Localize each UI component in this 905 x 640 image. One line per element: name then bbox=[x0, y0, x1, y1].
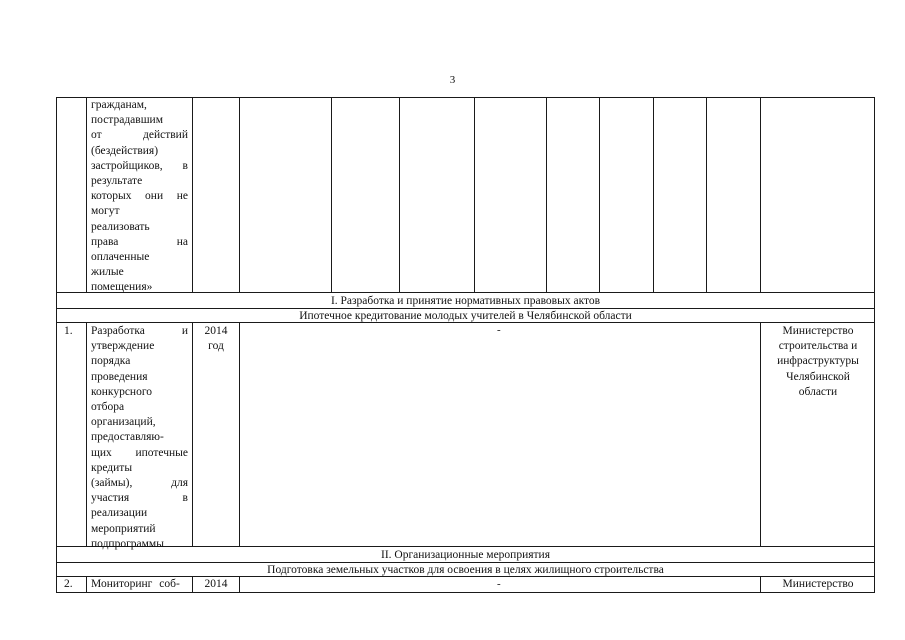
section-2-title: II. Организационные мероприятия bbox=[380, 549, 550, 561]
column-divider bbox=[760, 322, 761, 547]
section-1-subtitle: Ипотечное кредитование молодых учителей в Челябинской области bbox=[299, 310, 632, 322]
row-2-activity: Мониторинг соб- bbox=[91, 578, 180, 590]
row-1-activity: Разработка и утверждение порядка проведения конкурсного отбора организаций, предоставляю- щих ипотечные кредиты (займы), для участия в реализации мероприятий подпрограммы bbox=[91, 325, 188, 550]
column-divider bbox=[86, 322, 87, 547]
column-divider bbox=[331, 97, 332, 293]
column-divider bbox=[546, 97, 547, 293]
column-divider bbox=[192, 322, 193, 547]
column-divider bbox=[760, 97, 761, 293]
page-number: 3 bbox=[449, 74, 456, 86]
column-divider bbox=[399, 97, 400, 293]
table-left-border bbox=[56, 97, 57, 593]
row-1-number: 1. bbox=[64, 325, 73, 337]
section-1-title: I. Разработка и принятие нормативных правовых актов bbox=[330, 295, 601, 307]
column-divider bbox=[760, 576, 761, 593]
column-divider bbox=[599, 97, 600, 293]
row-1-year: 2014 год bbox=[204, 325, 228, 353]
column-divider bbox=[653, 97, 654, 293]
program-table bbox=[56, 97, 875, 593]
row-2-executor: Министерство bbox=[782, 578, 854, 590]
column-divider bbox=[474, 97, 475, 293]
table-right-border bbox=[874, 97, 875, 593]
row-1-executor: Министерство строительства и инфраструктуры Челябинской области bbox=[777, 325, 859, 398]
row-1-value: - bbox=[497, 324, 501, 336]
section-2-subtitle: Подготовка земельных участков для освоения в целях жилищного строительства bbox=[267, 564, 664, 576]
row-2-year: 2014 bbox=[204, 578, 228, 590]
column-divider bbox=[86, 97, 87, 293]
row-2-value: - bbox=[497, 578, 501, 590]
column-divider bbox=[239, 322, 240, 547]
continuation-text: гражданам, пострадавшим от действий (бездействия) застройщиков, в результате которых они не могут реализовать права на оплаченные жилые помещения» bbox=[91, 99, 188, 294]
row-2-number: 2. bbox=[64, 578, 73, 590]
column-divider bbox=[706, 97, 707, 293]
column-divider bbox=[86, 576, 87, 593]
column-divider bbox=[192, 97, 193, 293]
column-divider bbox=[239, 576, 240, 593]
column-divider bbox=[239, 97, 240, 293]
